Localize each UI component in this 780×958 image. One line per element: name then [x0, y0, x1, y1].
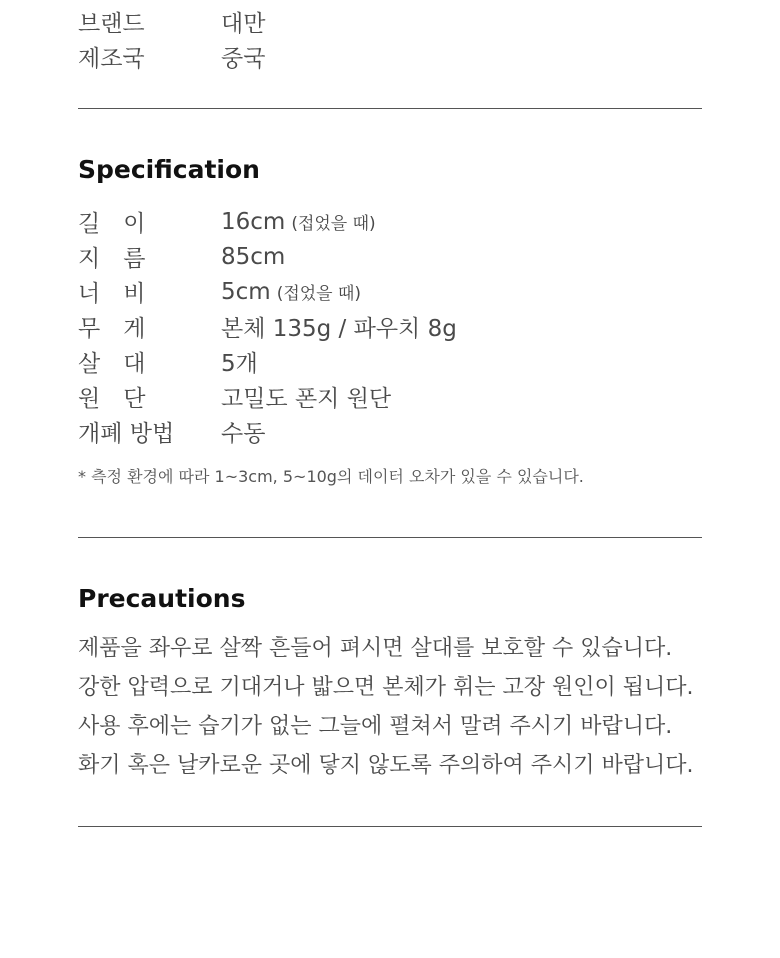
divider [78, 826, 702, 827]
spec-row-weight [78, 309, 702, 344]
info-table [78, 4, 702, 74]
spec-label: 원 단 [78, 386, 146, 412]
specification-title: Specification [78, 155, 260, 184]
spec-note: (접었을 때) [276, 283, 362, 304]
spec-value [221, 209, 702, 235]
spec-row-diameter [78, 239, 702, 274]
info-row-origin [78, 39, 702, 74]
spec-label: 너 비 [78, 281, 146, 307]
spec-value [221, 279, 702, 305]
spec-value-text: 85cm [221, 243, 286, 270]
spec-note: (접었을 때) [291, 213, 376, 234]
spec-label: 지 름 [78, 246, 146, 272]
spec-value [221, 380, 702, 413]
spec-value-text: 5개 [221, 351, 258, 377]
precaution-item: 강한 압력으로 기대거나 밟으면 본체가 휘는 고장 원인이 됩니다. [78, 675, 694, 700]
info-label: 브랜드 [78, 11, 145, 37]
spec-row-ribs [78, 344, 702, 379]
precaution-item: 사용 후에는 습기가 없는 그늘에 펼쳐서 말려 주시기 바랍니다. [78, 714, 673, 739]
info-value: 중국 [221, 46, 266, 72]
spec-label: 개폐 방법 [78, 421, 175, 447]
info-label: 제조국 [78, 46, 145, 72]
spec-value-text: 수동 [221, 421, 266, 447]
spec-value [221, 244, 702, 270]
divider [78, 537, 702, 538]
spec-value-text: 16cm [221, 208, 286, 235]
spec-value-text: 5cm [221, 278, 271, 305]
spec-value-text: 고밀도 폰지 원단 [221, 386, 392, 412]
precautions-list [78, 629, 702, 785]
spec-table [78, 204, 702, 449]
spec-value-text: 본체 135g / 파우치 8g [221, 316, 457, 342]
spec-value [221, 415, 702, 448]
info-value: 대만 [221, 11, 266, 37]
spec-row-opening [78, 414, 702, 449]
spec-value [221, 345, 702, 378]
spec-label: 살 대 [78, 351, 146, 377]
info-row-brand [78, 4, 702, 39]
spec-value [221, 310, 702, 343]
precaution-item: 제품을 좌우로 살짝 흔들어 펴시면 살대를 보호할 수 있습니다. [78, 636, 673, 661]
spec-footnote: * 측정 환경에 따라 1~3cm, 5~10g의 데이터 오차가 있을 수 있습니다. [78, 467, 584, 486]
spec-label: 길 이 [78, 211, 146, 237]
precautions-title: Precautions [78, 584, 246, 613]
spec-row-width [78, 274, 702, 309]
spec-row-length [78, 204, 702, 239]
spec-row-fabric [78, 379, 702, 414]
divider [78, 108, 702, 109]
precaution-item: 화기 혹은 날카로운 곳에 닿지 않도록 주의하여 주시기 바랍니다. [78, 753, 694, 778]
spec-label: 무 게 [78, 316, 146, 342]
